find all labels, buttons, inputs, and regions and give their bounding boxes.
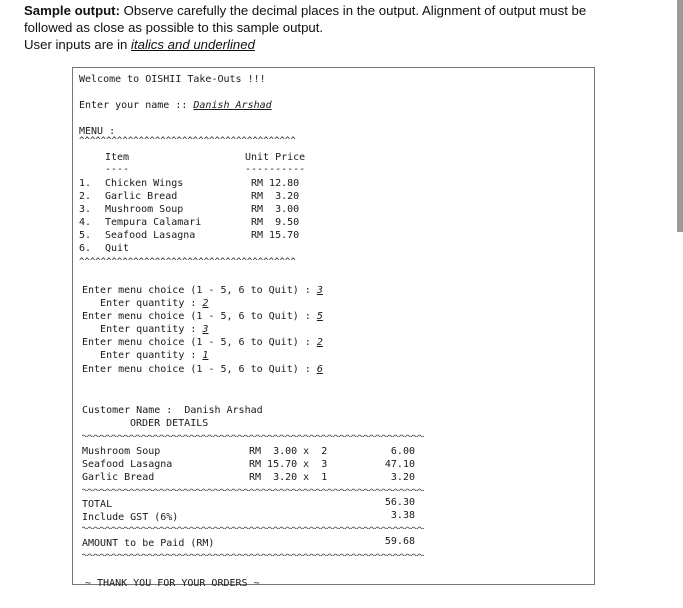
- welcome-line: Welcome to OISHII Take-Outs !!!: [79, 74, 266, 85]
- scrollbar[interactable]: [677, 0, 683, 232]
- order-item-calc: RM 15.70 x 3: [249, 459, 328, 470]
- order-item-calc: RM 3.00 x 2: [249, 446, 328, 457]
- order-item-total: 3.20: [390, 472, 415, 483]
- menu-item-name: Garlic Bread: [105, 191, 178, 202]
- menu-item-price: RM 3.00: [251, 204, 300, 215]
- quantity-prompt: Enter quantity :: [82, 298, 203, 309]
- choice-line: [82, 310, 323, 323]
- thank-you-message: ~ THANK YOU FOR YOUR ORDERS ~: [85, 578, 260, 589]
- choice-prompt: Enter menu choice (1 - 5, 6 to Quit) :: [82, 285, 317, 296]
- choice-prompt: Enter menu choice (1 - 5, 6 to Quit) :: [82, 311, 317, 322]
- instruction-emphasis: italics and underlined: [131, 37, 255, 52]
- menu-item-price: RM 12.80: [251, 178, 300, 189]
- order-item-total: 47.10: [384, 459, 415, 470]
- name-prompt-line: [79, 99, 272, 112]
- quantity-line: [82, 297, 208, 310]
- choice-prompt: Enter menu choice (1 - 5, 6 to Quit) :: [82, 364, 317, 375]
- order-item-name: Mushroom Soup: [82, 446, 161, 457]
- instruction-text-1: Observe carefully the decimal places in the output. Alignment of output must be: [119, 3, 587, 18]
- order-item-name: Garlic Bread: [82, 472, 155, 483]
- quantity-line: [82, 323, 208, 336]
- total-label: TOTAL: [82, 499, 113, 510]
- menu-title: MENU :: [79, 126, 116, 137]
- menu-item-number: 2.: [79, 191, 92, 202]
- caret-rule-top: ^^^^^^^^^^^^^^^^^^^^^^^^^^^^^^^^^^^^^^^^: [79, 136, 296, 146]
- name-prompt: Enter your name ::: [79, 100, 194, 111]
- quantity-input-value: 1: [202, 350, 209, 361]
- choice-prompt: Enter menu choice (1 - 5, 6 to Quit) :: [82, 337, 317, 348]
- column-header-price: Unit Price: [245, 152, 306, 163]
- choice-input-value: 5: [316, 311, 323, 322]
- choice-input-value: 3: [316, 285, 323, 296]
- quantity-prompt: Enter quantity :: [82, 350, 203, 361]
- menu-item-name: Mushroom Soup: [105, 204, 184, 215]
- order-item-name: Seafood Lasagna: [82, 459, 173, 470]
- customer-name-value: Danish Arshad: [184, 405, 263, 416]
- menu-item-number: 5.: [79, 230, 92, 241]
- total-value: 56.30: [384, 497, 415, 508]
- menu-item-name: Quit: [105, 243, 130, 254]
- wavy-divider: [82, 488, 425, 491]
- wavy-divider: [82, 434, 425, 437]
- column-header-item: Item: [105, 152, 130, 163]
- customer-name-line: [82, 404, 263, 417]
- choice-line: [82, 363, 323, 376]
- menu-item-number: 6.: [79, 243, 92, 254]
- instruction-line-1: [24, 2, 674, 19]
- menu-item-name: Chicken Wings: [105, 178, 184, 189]
- order-details-heading: ORDER DETAILS: [130, 418, 209, 429]
- instruction-line-2: followed as close as possible to this sample output.: [24, 20, 324, 35]
- menu-item-name: Tempura Calamari: [105, 217, 202, 228]
- sample-output-label: Sample output:: [24, 3, 120, 18]
- choice-line: [82, 284, 323, 297]
- wavy-divider: [82, 553, 425, 556]
- choice-input-value: 2: [316, 337, 323, 348]
- wavy-divider: [82, 526, 425, 529]
- column-rule-price: ----------: [245, 164, 306, 175]
- gst-value: 3.38: [390, 510, 415, 521]
- gst-label: Include GST (6%): [82, 512, 179, 523]
- order-item-calc: RM 3.20 x 1: [249, 472, 328, 483]
- amount-paid-value: 59.68: [384, 536, 415, 547]
- menu-item-price: RM 15.70: [251, 230, 300, 241]
- menu-item-name: Seafood Lasagna: [105, 230, 196, 241]
- instructions: [24, 2, 674, 53]
- choice-input-value: 6: [316, 364, 323, 375]
- quantity-input-value: 2: [202, 298, 209, 309]
- instruction-text-3: User inputs are in: [24, 37, 132, 52]
- menu-item-number: 4.: [79, 217, 92, 228]
- menu-item-price: RM 3.20: [251, 191, 300, 202]
- caret-rule-bottom: ^^^^^^^^^^^^^^^^^^^^^^^^^^^^^^^^^^^^^^^^: [79, 257, 296, 267]
- menu-item-number: 1.: [79, 178, 92, 189]
- choice-line: [82, 336, 323, 349]
- amount-paid-label: AMOUNT to be Paid (RM): [82, 538, 215, 549]
- quantity-line: [82, 349, 208, 362]
- console-output-box: [72, 67, 595, 589]
- quantity-prompt: Enter quantity :: [82, 324, 203, 335]
- quantity-input-value: 3: [202, 324, 209, 335]
- column-rule-item: ----: [105, 164, 130, 175]
- customer-name-label: Customer Name :: [82, 405, 185, 416]
- instruction-line-3: [24, 36, 674, 53]
- order-item-total: 6.00: [390, 446, 415, 457]
- name-input-value: Danish Arshad: [193, 100, 272, 111]
- menu-item-number: 3.: [79, 204, 92, 215]
- menu-item-price: RM 9.50: [251, 217, 300, 228]
